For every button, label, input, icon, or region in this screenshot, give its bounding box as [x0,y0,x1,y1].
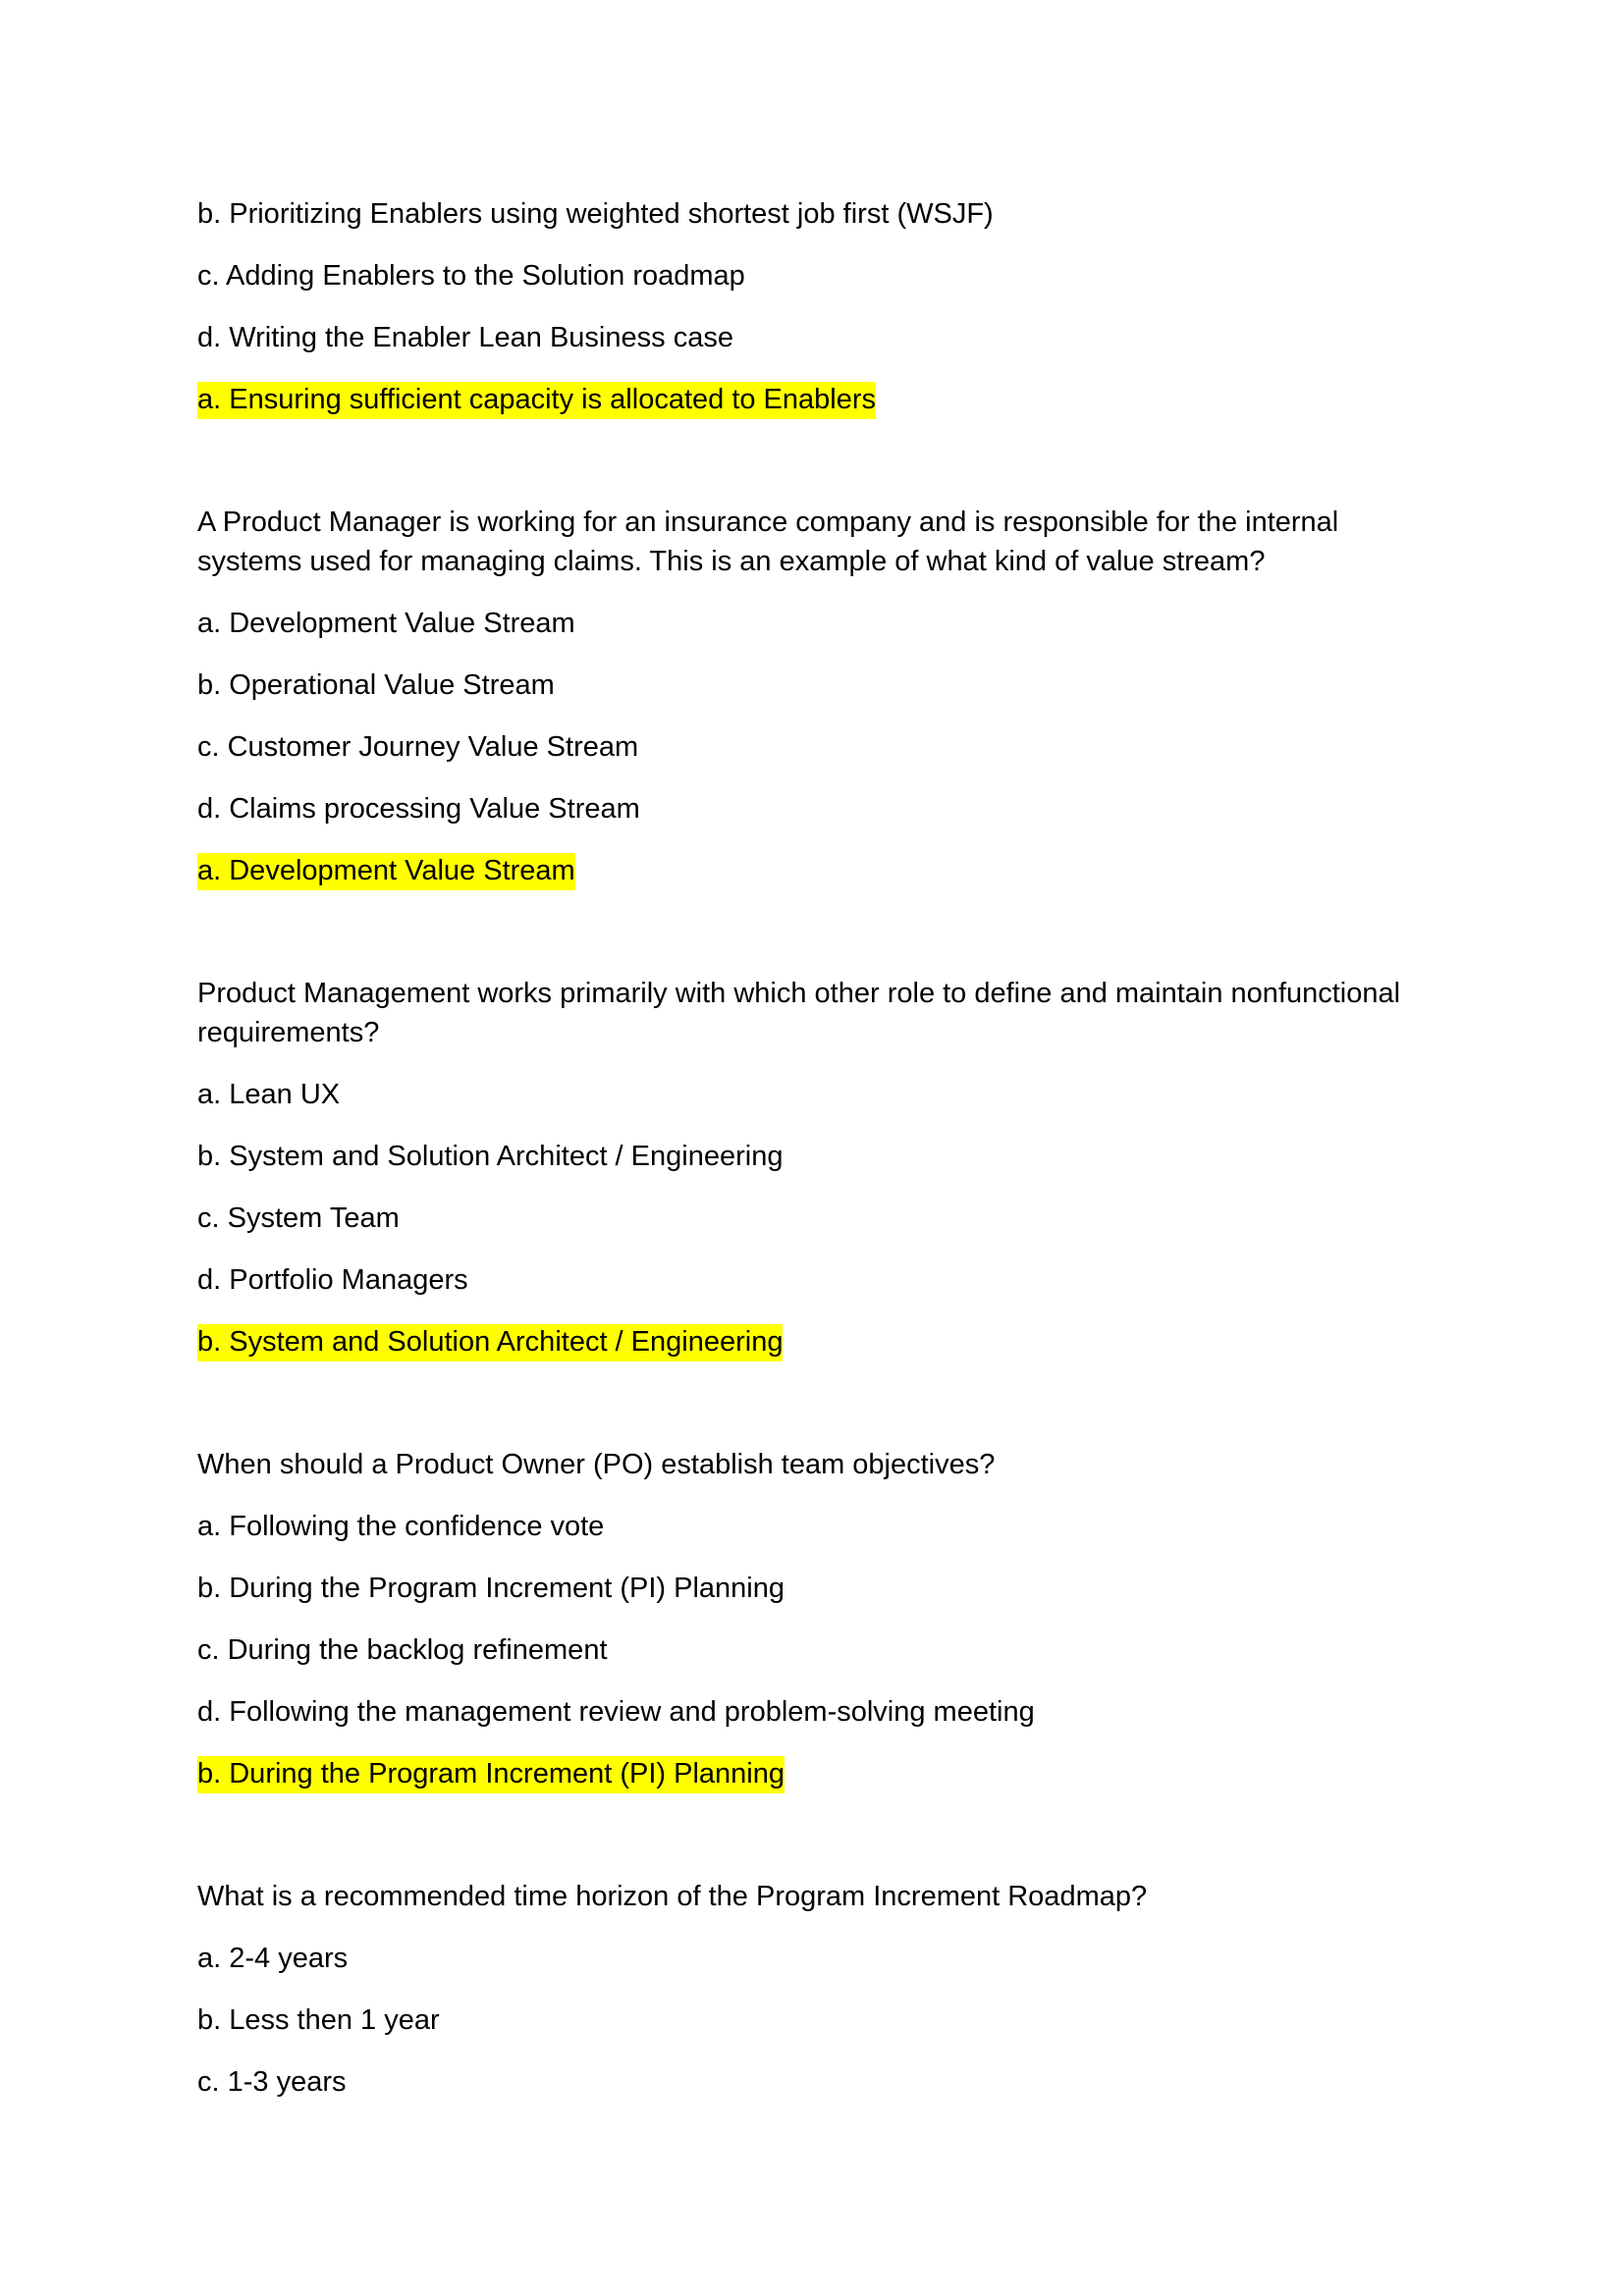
spacer [197,442,1435,503]
option: d. Writing the Enabler Lean Business case [197,322,733,353]
highlighted-answer [197,380,1435,419]
spacer [197,913,1435,974]
question-block-1 [197,194,1435,419]
option: b. Prioritizing Enablers using weighted shortest job first (WSJF) [197,198,994,230]
question-text: A Product Manager is working for an insurance company and is responsible for the internal systems used for managing claims. This is an example of what kind of value stream? [197,507,1339,577]
highlighted-answer [197,851,1435,890]
option: b. During the Program Increment (PI) Planning [197,1573,785,1604]
answer-highlight: a. Development Value Stream [197,853,575,890]
question-block-2 [197,503,1435,890]
highlighted-answer [197,1754,1435,1793]
spacer [197,1384,1435,1445]
spacer [197,1816,1435,1877]
highlighted-answer [197,1322,1435,1362]
question-block-3 [197,974,1435,1362]
option: d. Claims processing Value Stream [197,793,640,825]
option: b. System and Solution Architect / Engineering [197,1141,784,1172]
option: c. During the backlog refinement [197,1634,608,1666]
option: a. Following the confidence vote [197,1511,605,1542]
option: a. Development Value Stream [197,608,575,639]
option: a. Lean UX [197,1079,341,1110]
option: d. Portfolio Managers [197,1264,468,1296]
option: c. 1-3 years [197,2066,347,2098]
option: c. Customer Journey Value Stream [197,731,639,763]
question-text: When should a Product Owner (PO) establish team objectives? [197,1449,996,1480]
option: a. 2-4 years [197,1943,349,1974]
option: b. Operational Value Stream [197,669,555,701]
option: c. System Team [197,1202,400,1234]
answer-highlight: b. During the Program Increment (PI) Planning [197,1756,785,1793]
question-block-4 [197,1445,1435,1793]
question-block-5 [197,1877,1435,2102]
answer-highlight: b. System and Solution Architect / Engineering [197,1324,783,1362]
document-content [197,194,1435,2124]
option: d. Following the management review and problem-solving meeting [197,1696,1035,1728]
option: b. Less then 1 year [197,2004,440,2036]
option: c. Adding Enablers to the Solution roadmap [197,260,745,292]
question-text: What is a recommended time horizon of the Program Increment Roadmap? [197,1881,1148,1912]
answer-highlight: a. Ensuring sufficient capacity is allocated to Enablers [197,382,876,419]
question-text: Product Management works primarily with which other role to define and maintain nonfunctional requirements? [197,978,1401,1048]
